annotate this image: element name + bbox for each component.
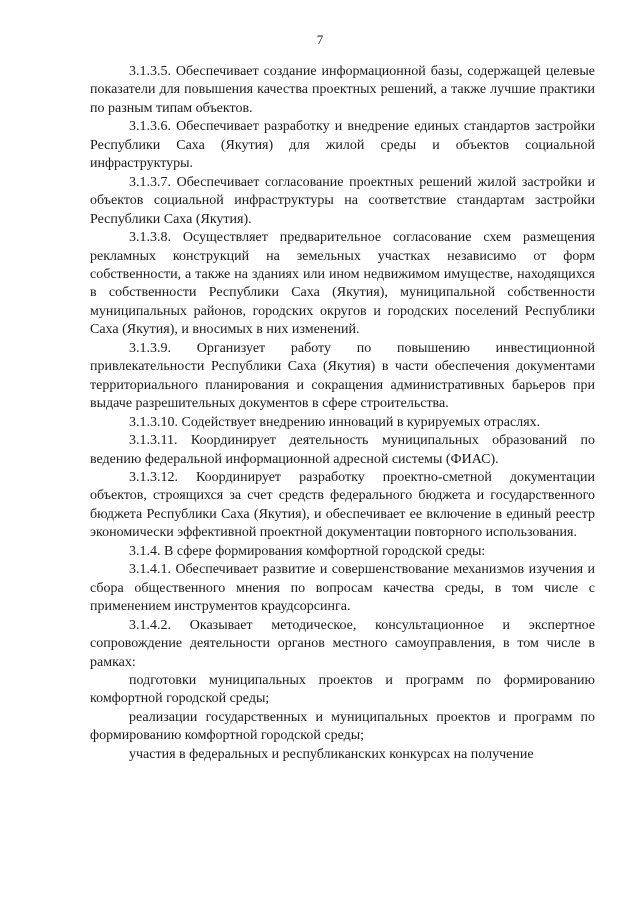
paragraph-3-1-3-5: 3.1.3.5. Обеспечивает создание информационной базы, содержащей целевые показатели для повышения качества проектных решений, а также лучшие практики по разным типам объектов. (90, 64, 595, 116)
paragraph-3-1-3-9: 3.1.3.9. Организует работу по повышению инвестиционной привлекательности Республики Саха (Якутия) в части обеспечения документами территориального планирования и сокращения административных барьеров при выдаче разрешительных документов в сфере строительства. (90, 340, 595, 412)
section-heading-3-1-4: 3.1.4. В сфере формирования комфортной городской среды: (129, 543, 486, 559)
paragraph-3-1-4-1: 3.1.4.1. Обеспечивает развитие и совершенствование механизмов изучения и сбора общественного мнения по вопросам качества среды, в том числе с применением инструментов краудсорсинга. (90, 562, 595, 615)
list-item-participation: участия в федеральных и республиканских конкурсах на получение (129, 746, 534, 762)
paragraph-3-1-3-12: 3.1.3.12. Координирует разработку проектно-сметной документации объектов, строящихся за счет средств федерального бюджета и государственного бюджета Республики Саха (Якутия), и обеспечивает ее включение в единый реестр экономически эффективной проектной документации повторного использования. (90, 469, 595, 541)
paragraph-3-1-3-10: 3.1.3.10. Содействует внедрению инноваций в курируемых отраслях. (129, 414, 541, 430)
page-number: 7 (316, 32, 324, 47)
paragraph-3-1-3-7: 3.1.3.7. Обеспечивает согласование проектных решений жилой застройки и объектов социальной инфраструктуры на соответствие стандартам застройки Республики Саха (Якутия). (90, 174, 595, 227)
list-item-preparation: подготовки муниципальных проектов и программ по формированию комфортной городской среды; (90, 672, 595, 707)
paragraph-3-1-4-2: 3.1.4.2. Оказывает методическое, консультационное и экспертное сопровождение деятельности органов местного самоуправления, в том числе в рамках: (90, 617, 595, 670)
list-item-implementation: реализации государственных и муниципальных проектов и программ по формированию комфортной городской среды; (90, 709, 595, 744)
document-body (90, 63, 595, 764)
paragraph-3-1-3-6: 3.1.3.6. Обеспечивает разработку и внедрение единых стандартов застройки Республики Саха (Якутия) для жилой среды и объектов социальной инфраструктуры. (90, 119, 595, 172)
paragraph-3-1-3-11: 3.1.3.11. Координирует деятельность муниципальных образований по ведению федеральной информационной адресной системы (ФИАС). (90, 433, 595, 467)
paragraph-3-1-3-8: 3.1.3.8. Осуществляет предварительное согласование схем размещения рекламных конструкций на земельных участках независимо от форм собственности, а также на зданиях или ином недвижимом имуществе, находящихся в собственности Республики Саха (Якутия), муниципальной собственности муниципальных районов, городских округов и городских поселений Республики Саха (Якутия), и вносимых в них изменений. (90, 230, 595, 338)
